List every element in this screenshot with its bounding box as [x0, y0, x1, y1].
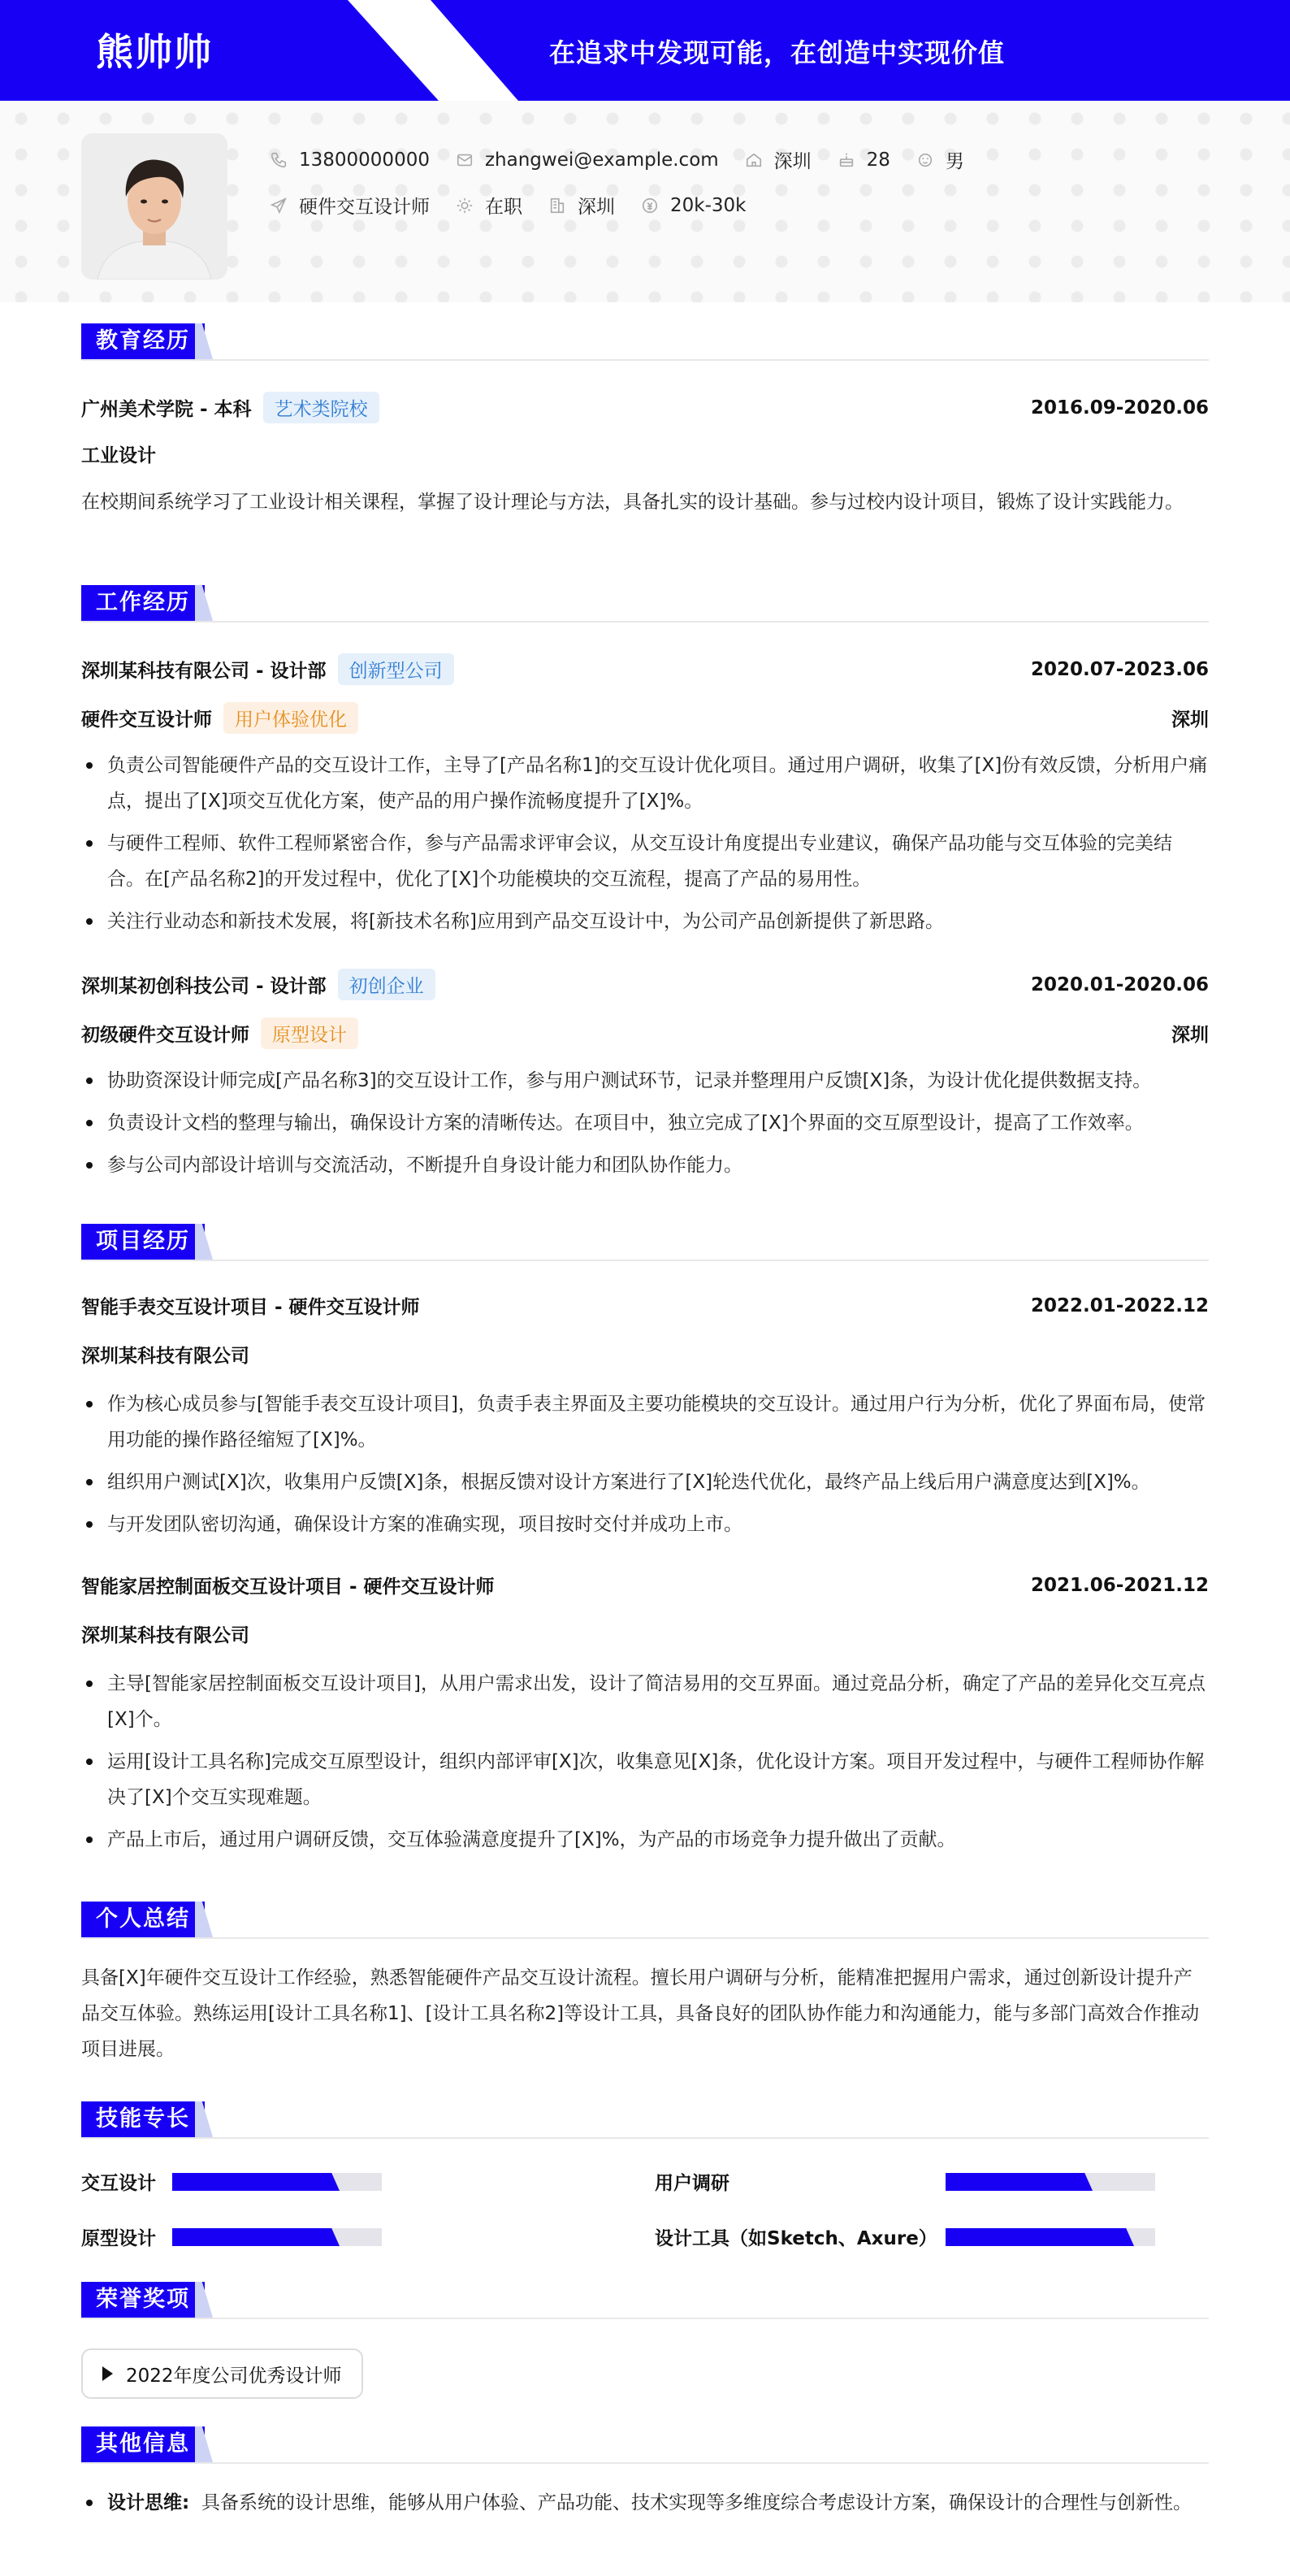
section-title: 技能专长 [81, 2101, 205, 2137]
phone-icon [268, 150, 289, 171]
section-title: 其他信息 [81, 2426, 205, 2462]
section-title: 个人总结 [81, 1902, 205, 1937]
avatar [81, 133, 227, 280]
job-title: 初级硬件交互设计师 [81, 1025, 249, 1046]
section-title: 工作经历 [81, 585, 205, 621]
list-item: 负责公司智能硬件产品的交互设计工作，主导了[产品名称1]的交互设计优化项目。通过用户调研，收集了[X]份有效反馈，分析用户痛点，提出了[X]项交互优化方案，使产品的用户操作流畅度提升了[X]%。 [81, 748, 1209, 819]
work-2-title-row [81, 1017, 1209, 1049]
email-value: zhangwei@example.com [484, 149, 719, 171]
gender-value: 男 [945, 151, 964, 172]
project-1-header [81, 1292, 1209, 1319]
money-icon [639, 195, 660, 216]
home-icon [743, 150, 764, 171]
skill-bar-fill [946, 2228, 1123, 2246]
list-item: 主导[智能家居控制面板交互设计项目]，从用户需求出发，设计了简洁易用的交互界面。通过竞品分析，确定了产品的差异化交互亮点[X]个。 [81, 1666, 1209, 1737]
bullet-dot [86, 2500, 93, 2506]
school-name: 广州美术学院 - 本科 [81, 399, 252, 420]
list-item: 协助资深设计师完成[产品名称3]的交互设计工作，参与用户测试环节，记录并整理用户反馈[X]条，为设计优化提供数据支持。 [81, 1063, 1209, 1099]
project-1-bullets [81, 1386, 1209, 1549]
skill-name: 用户调研 [655, 2173, 729, 2194]
play-triangle-icon [102, 2366, 113, 2381]
school-badge: 艺术类院校 [263, 392, 379, 423]
project-name: 智能家居控制面板交互设计项目 - 硬件交互设计师 [81, 1576, 495, 1598]
list-item: 作为核心成员参与[智能手表交互设计项目]，负责手表主界面及主要功能模块的交互设计。通过用户行为分析，优化了界面布局，使常用功能的操作路径缩短了[X]%。 [81, 1386, 1209, 1458]
list-item: 关注行业动态和新技术发展，将[新技术名称]应用到产品交互设计中，为公司产品创新提供了新思路。 [81, 904, 1209, 939]
company-badge: 初创企业 [338, 969, 435, 1000]
company-badge: 创新型公司 [338, 653, 454, 685]
project-name: 智能手表交互设计项目 - 硬件交互设计师 [81, 1297, 420, 1318]
education-header [81, 392, 1209, 423]
award-text: 2022年度公司优秀设计师 [126, 2365, 342, 2387]
status-icon [454, 195, 475, 216]
city-value: 深圳 [773, 151, 812, 172]
phone-value: 13800000000 [299, 149, 430, 171]
section-other [81, 2426, 1209, 2464]
age-value: 28 [866, 149, 890, 171]
email-item [454, 150, 719, 171]
work-city-item [547, 192, 615, 219]
list-item: 与硬件工程师、软件工程师紧密合作，参与产品需求评审会议，从交互设计角度提出专业建议，确保产品功能与交互体验的完美结合。在[产品名称2]的开发过程中，优化了[X]个功能模块的交互流程，提高了产品的易用性。 [81, 826, 1209, 897]
section-title: 教育经历 [81, 323, 205, 359]
skill-bar [172, 2173, 382, 2191]
work-city-value: 深圳 [578, 197, 615, 218]
skill-name: 交互设计 [81, 2173, 156, 2194]
section-honors [81, 2282, 1209, 2319]
work-1-header [81, 653, 1209, 685]
building-icon [547, 195, 568, 216]
list-item: 组织用户测试[X]次，收集用户反馈[X]条，根据反馈对设计方案进行了[X]轮迭代优化，最终产品上线后用户满意度达到[X]%。 [81, 1464, 1209, 1500]
work-2-bullets [81, 1063, 1209, 1190]
work-1-bullets [81, 748, 1209, 946]
project-2-bullets [81, 1666, 1209, 1864]
list-item: 与开发团队密切沟通，确保设计方案的准确实现，项目按时交付并成功上市。 [81, 1507, 1209, 1542]
position-item [268, 192, 430, 219]
section-work [81, 585, 1209, 622]
project-2-company-row [81, 1620, 1209, 1647]
salary-item [639, 195, 746, 216]
resume-slogan: 在追求中发现可能，在创造中实现价值 [549, 37, 1006, 68]
work-period: 2020.07-2023.06 [1030, 658, 1209, 680]
job-location: 深圳 [1171, 709, 1209, 731]
phone-item [268, 150, 430, 171]
skill-name: 设计工具（如Sketch、Axure） [655, 2228, 937, 2249]
cake-icon [836, 150, 857, 171]
list-item: 运用[设计工具名称]完成交互原型设计，组织内部评审[X]次，收集意见[X]条，优化设计方案。项目开发过程中，与硬件工程师协作解决了[X]个交互实现难题。 [81, 1744, 1209, 1815]
project-period: 2022.01-2022.12 [1030, 1295, 1209, 1316]
contact-row [268, 146, 989, 173]
list-item: 产品上市后，通过用户调研反馈，交互体验满意度提升了[X]%，为产品的市场竞争力提升做出了贡献。 [81, 1822, 1209, 1858]
gender-icon [915, 150, 936, 171]
city-item [743, 146, 812, 173]
education-description: 在校期间系统学习了工业设计相关课程，掌握了设计理论与方法，具备扎实的设计基础。参与过校内设计项目，锻炼了设计实践能力。 [81, 492, 1184, 513]
skill-bar-fill [172, 2228, 328, 2246]
list-item: 负责设计文档的整理与输出，确保设计方案的清晰传达。在项目中，独立完成了[X]个界面的交互原型设计，提高了工作效率。 [81, 1105, 1209, 1141]
work-1-title-row [81, 702, 1209, 734]
other-label: 设计思维: [107, 2492, 190, 2513]
other-text: 具备系统的设计思维，能够从用户体验、产品功能、技术实现等多维度综合考虑设计方案，确保设计的合理性与创新性。 [201, 2492, 1192, 2513]
mail-icon [454, 150, 475, 171]
project-company: 深圳某科技有限公司 [81, 1346, 249, 1367]
project-period: 2021.06-2021.12 [1030, 1574, 1209, 1596]
job-badge: 用户体验优化 [223, 702, 358, 734]
summary-text: 具备[X]年硬件交互设计工作经验，熟悉智能硬件产品交互设计流程。擅长用户调研与分析，能精准把握用户需求，通过创新设计提升产品交互体验。熟练运用[设计工具名称1]、[设计工具名称2]等设计工具，具备良好的团队协作能力和沟通能力，能与多部门高效合作推动项目进展。 [81, 1967, 1200, 2060]
section-education [81, 323, 1209, 361]
list-item: 参与公司内部设计培训与交流活动，不断提升自身设计能力和团队协作能力。 [81, 1147, 1209, 1183]
resume-name: 熊帅帅 [96, 30, 213, 74]
job-intent-row [268, 192, 770, 219]
project-company: 深圳某科技有限公司 [81, 1625, 249, 1646]
skill-bar-fill [946, 2173, 1081, 2191]
major-row [81, 440, 1209, 467]
award-item [81, 2348, 363, 2399]
section-skills [81, 2101, 1209, 2139]
section-title: 项目经历 [81, 1224, 205, 1260]
status-value: 在职 [485, 197, 522, 218]
salary-value: 20k-30k [670, 194, 747, 216]
send-icon [268, 195, 289, 216]
section-summary [81, 1902, 1209, 1939]
section-project [81, 1224, 1209, 1261]
status-item [454, 192, 522, 219]
gender-item [915, 146, 964, 173]
section-title: 荣誉奖项 [81, 2282, 205, 2318]
major: 工业设计 [81, 445, 156, 466]
skill-name: 原型设计 [81, 2228, 156, 2249]
header-band [0, 0, 1290, 101]
position-value: 硬件交互设计师 [299, 197, 430, 218]
education-period: 2016.09-2020.06 [1030, 397, 1209, 418]
skill-bar [172, 2228, 382, 2246]
skill-bar [946, 2173, 1155, 2191]
job-title: 硬件交互设计师 [81, 709, 212, 731]
job-location: 深圳 [1171, 1025, 1209, 1046]
skill-bar-fill [172, 2173, 328, 2191]
job-badge: 原型设计 [261, 1017, 358, 1049]
work-period: 2020.01-2020.06 [1030, 974, 1209, 995]
company-name: 深圳某初创科技公司 - 设计部 [81, 976, 327, 997]
profile-band [0, 101, 1290, 302]
skill-bar [946, 2228, 1155, 2246]
work-2-header [81, 969, 1209, 1000]
project-2-header [81, 1572, 1209, 1598]
project-1-company-row [81, 1341, 1209, 1368]
header-left-shape [0, 0, 439, 101]
company-name: 深圳某科技有限公司 - 设计部 [81, 661, 327, 682]
age-item [836, 150, 890, 171]
